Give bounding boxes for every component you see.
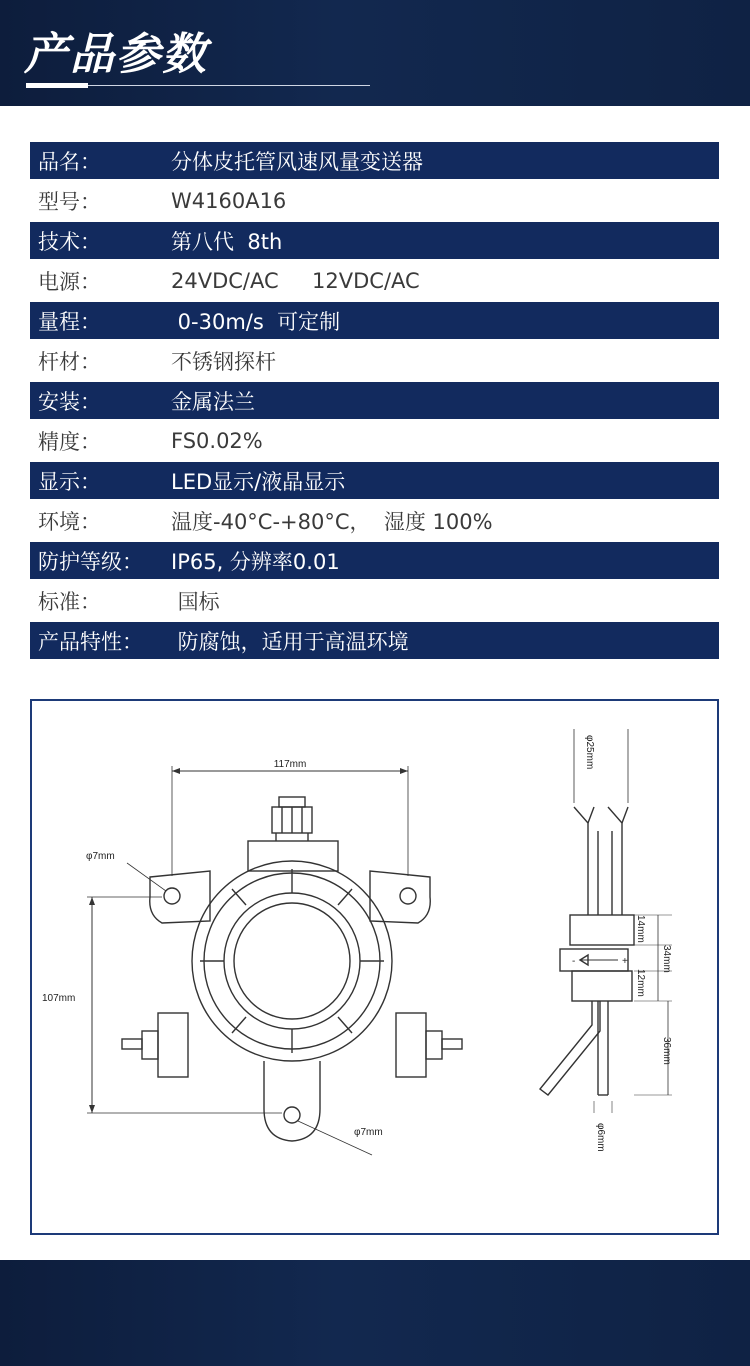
spec-row [30, 142, 719, 179]
spec-value: FS0.02% [171, 428, 263, 453]
probe-side-view [540, 729, 672, 1152]
spec-row [30, 582, 719, 619]
spec-label: 杆材： [38, 349, 101, 374]
spec-label: 环境： [38, 509, 101, 534]
mounting-flange [150, 871, 431, 923]
spec-row [30, 622, 719, 659]
width-dimension-label: 117mm [273, 759, 307, 770]
spec-value: 防腐蚀，适用于高温环境 [171, 629, 409, 654]
spec-row [30, 222, 719, 259]
spec-row [30, 262, 719, 299]
height-dimension-label: 107mm [42, 993, 76, 1004]
dim-12-label: 12mm [635, 969, 646, 997]
spec-row [30, 542, 719, 579]
spec-label: 电源： [38, 269, 101, 294]
spec-value: 0-30m/s 可定制 [171, 309, 341, 334]
spec-value: 温度-40°C-+80°C， 湿度 100% [171, 509, 493, 534]
spec-value: IP65, 分辨率0.01 [171, 549, 340, 574]
dimension-diagram [30, 699, 719, 1235]
spec-label: 型号： [38, 189, 101, 214]
title-underline-accent [26, 83, 88, 88]
spec-label: 安装： [38, 389, 101, 414]
spec-value: 金属法兰 [171, 389, 255, 414]
dimension-drawing [32, 701, 717, 1233]
height-dimension [42, 897, 282, 1113]
cable-gland [248, 797, 338, 871]
spec-row [30, 342, 719, 379]
title-underline [88, 85, 370, 86]
page-header [0, 0, 750, 106]
spec-value: LED显示/液晶显示 [171, 469, 346, 494]
page-footer [0, 1260, 750, 1366]
spec-row [30, 382, 719, 419]
spec-value: 24VDC/AC 12VDC/AC [171, 268, 420, 293]
probe-diameter-label: φ25mm [584, 735, 595, 770]
bottom-lug [264, 1061, 320, 1141]
spec-value: 不锈钢探杆 [171, 349, 276, 374]
bottom-hole-label: φ7mm [354, 1127, 383, 1138]
spec-value: W4160A16 [171, 188, 287, 213]
spec-row [30, 502, 719, 539]
spec-value: 国标 [171, 589, 220, 614]
dim-14-label: 14mm [635, 915, 646, 943]
spec-label: 产品特性： [38, 629, 143, 654]
width-dimension [172, 759, 408, 876]
arrow-minus: - [572, 956, 576, 967]
spec-label: 量程： [38, 309, 101, 334]
dim-34-label: 34mm [661, 945, 672, 973]
spec-label: 品名： [38, 149, 101, 174]
spec-value: 第八代 8th [171, 229, 283, 254]
hole-callouts [86, 851, 383, 1155]
spec-row [30, 462, 719, 499]
spec-row [30, 182, 719, 219]
housing-body [192, 861, 392, 1061]
spec-label: 精度： [38, 429, 101, 454]
spec-label: 防护等级： [38, 549, 143, 574]
top-hole-label: φ7mm [86, 851, 115, 862]
tube-diameter-label: φ6mm [595, 1123, 606, 1152]
spec-value: 分体皮托管风速风量变送器 [171, 149, 423, 174]
spec-label: 技术： [38, 229, 101, 254]
spec-label: 显示： [38, 469, 101, 494]
spec-table [30, 142, 719, 662]
spec-label: 标准： [38, 589, 101, 614]
arrow-plus: + [622, 956, 628, 967]
page-title: 产品参数 [24, 29, 208, 80]
dim-36-label: 36mm [661, 1037, 672, 1065]
spec-row [30, 302, 719, 339]
spec-row [30, 422, 719, 459]
